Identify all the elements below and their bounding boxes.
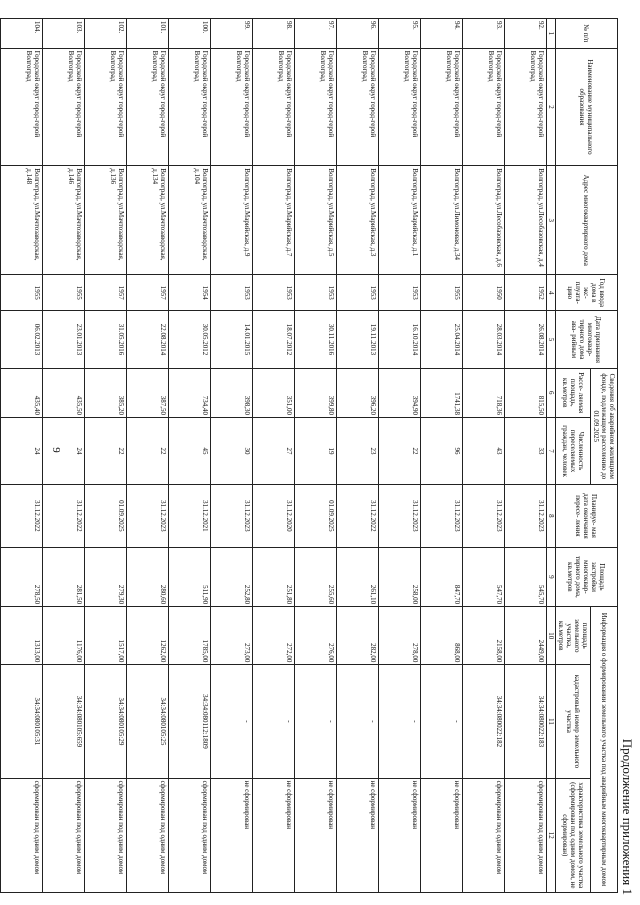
table-row — [378, 19, 420, 893]
col-index: 7 — [546, 418, 555, 485]
row-year: 1953 — [252, 275, 294, 311]
row-municipality: Городской округ город-герой Волгоград — [378, 48, 420, 166]
row-municipality: Городской округ город-герой Волгоград — [126, 48, 168, 166]
row-people: 43 — [462, 418, 504, 485]
row-building-area: 545,70 — [504, 547, 546, 606]
row-municipality: Городской округ город-герой Волгоград — [42, 48, 84, 166]
row-people: 96 — [420, 418, 462, 485]
row-date-recognition: 22.08.2014 — [126, 311, 168, 368]
row-number: 101. — [126, 19, 168, 49]
row-characteristic: сформирован под одним домом — [84, 778, 126, 892]
row-address: Волгоград, ул.Мачтозаводская, д.136 — [84, 166, 126, 275]
col-index: 2 — [546, 48, 555, 166]
row-planned-date: 31.12.2023 — [462, 485, 504, 548]
row-planned-date: 31.12.2022 — [336, 485, 378, 548]
row-people: 45 — [168, 418, 210, 485]
row-year: 1953 — [378, 275, 420, 311]
row-number: 104. — [0, 19, 42, 49]
row-building-area: 252,80 — [210, 547, 252, 606]
row-area: 718,36 — [462, 368, 504, 417]
row-municipality: Городской округ город-герой Волгоград — [420, 48, 462, 166]
row-characteristic: не сформирован — [378, 778, 420, 892]
table-row — [126, 19, 168, 893]
row-building-area: 258,00 — [378, 547, 420, 606]
header-land-area: площадь земельного участка, кв.метров — [555, 607, 590, 665]
row-municipality: Городской округ город-герой Волгоград — [294, 48, 336, 166]
row-planned-date: 01.09.2025 — [294, 485, 336, 548]
row-year: 1953 — [210, 275, 252, 311]
row-characteristic: не сформирован — [294, 778, 336, 892]
row-address: Волгоград, ул.Марийская, д.3 — [336, 166, 378, 275]
row-building-area: 279,30 — [84, 547, 126, 606]
row-building-area: 251,80 — [252, 547, 294, 606]
header-characteristic: характеристика земельного участка (сформирован под одним домом, не сформирован) — [555, 778, 590, 892]
row-planned-date: 31.12.2022 — [0, 485, 42, 548]
row-number: 95. — [378, 19, 420, 49]
row-land-area: 1313,00 — [0, 607, 42, 665]
header-planned-date: Планируе- мая дата окончания пересе- ления — [555, 485, 617, 548]
row-address: Волгоград, ул.Марийская, д.5 — [294, 166, 336, 275]
row-planned-date: 31.12.2023 — [378, 485, 420, 548]
row-date-recognition: 28.03.2014 — [462, 311, 504, 368]
row-characteristic: не сформирован — [252, 778, 294, 892]
row-year: 1952 — [504, 275, 546, 311]
col-index: 9 — [546, 547, 555, 606]
row-cadastral: 34:34:080022:182 — [462, 665, 504, 778]
row-land-area: 276,00 — [294, 607, 336, 665]
row-people: 22 — [378, 418, 420, 485]
row-land-area: 273,00 — [210, 607, 252, 665]
row-address: Волгоград, ул.Мачтозаводская, д.104 — [168, 166, 210, 275]
row-planned-date: 31.12.2023 — [504, 485, 546, 548]
row-cadastral: 34:34:080105:659 — [42, 665, 84, 778]
col-index: 6 — [546, 368, 555, 417]
row-date-recognition: 06.02.2013 — [0, 311, 42, 368]
row-number: 99. — [210, 19, 252, 49]
table-row — [294, 19, 336, 893]
col-index: 1 — [546, 19, 555, 49]
row-municipality: Городской округ город-герой Волгоград — [504, 48, 546, 166]
row-planned-date: 31.12.2020 — [252, 485, 294, 548]
table-row — [168, 19, 210, 893]
row-cadastral: - — [252, 665, 294, 778]
row-cadastral: - — [420, 665, 462, 778]
col-index: 3 — [546, 166, 555, 275]
row-address: Волгоград, ул.Лесобазовская, д.6 — [462, 166, 504, 275]
row-area: 351,00 — [252, 368, 294, 417]
row-date-recognition: 31.05.2016 — [84, 311, 126, 368]
row-number: 100. — [168, 19, 210, 49]
row-building-area: 281,50 — [42, 547, 84, 606]
page-caption: Продолжение приложения 1 — [620, 738, 635, 895]
row-address: Волгоград, ул.Мачтозаводская, д.148 — [0, 166, 42, 275]
row-address: Волгоград, ул.Мачтозаводская, д.146 — [42, 166, 84, 275]
row-land-area: 278,00 — [378, 607, 420, 665]
table-row — [252, 19, 294, 893]
row-year: 1950 — [462, 275, 504, 311]
row-people: 23 — [336, 418, 378, 485]
row-land-area: 272,00 — [252, 607, 294, 665]
row-date-recognition: 19.11.2013 — [336, 311, 378, 368]
row-area: 398,30 — [210, 368, 252, 417]
row-number: 93. — [462, 19, 504, 49]
row-municipality: Городской округ город-герой Волгоград — [168, 48, 210, 166]
row-people: 24 — [0, 418, 42, 485]
row-land-area: 868,00 — [420, 607, 462, 665]
row-year: 1955 — [42, 275, 84, 311]
col-index: 10 — [546, 607, 555, 665]
row-date-recognition: 16.10.2014 — [378, 311, 420, 368]
row-land-area: 1176,00 — [42, 607, 84, 665]
row-area: 385,20 — [84, 368, 126, 417]
row-cadastral: - — [210, 665, 252, 778]
header-emergency-group: Сведения об аварийном жилищном фонде, подлежащем расселению до 01.09.2025 — [590, 368, 617, 485]
row-land-area: 2449,00 — [504, 607, 546, 665]
row-cadastral: - — [294, 665, 336, 778]
row-building-area: 255,60 — [294, 547, 336, 606]
row-address: Волгоград, ул.Лимоновая, д.34 — [420, 166, 462, 275]
row-land-area: 1262,00 — [126, 607, 168, 665]
row-cadastral: 34:34:080105:25 — [126, 665, 168, 778]
row-building-area: 280,60 — [126, 547, 168, 606]
row-people: 24 — [42, 418, 84, 485]
row-area: 399,80 — [294, 368, 336, 417]
row-land-area: 2158,00 — [462, 607, 504, 665]
row-number: 98. — [252, 19, 294, 49]
table-row — [0, 19, 42, 893]
col-index: 11 — [546, 665, 555, 778]
row-address: Волгоград, ул.Марийская, д.9 — [210, 166, 252, 275]
row-municipality: Городской округ город-герой Волгоград — [84, 48, 126, 166]
row-cadastral: - — [378, 665, 420, 778]
row-date-recognition: 14.01.2015 — [210, 311, 252, 368]
row-area: 435,50 — [42, 368, 84, 417]
table-row — [42, 19, 84, 893]
row-date-recognition: 23.01.2013 — [42, 311, 84, 368]
table-row — [420, 19, 462, 893]
row-area: 396,20 — [336, 368, 378, 417]
table-row — [336, 19, 378, 893]
row-number: 102. — [84, 19, 126, 49]
header-num: № п/п — [555, 19, 617, 49]
page-number: 9 — [50, 447, 62, 453]
table-row — [210, 19, 252, 893]
col-index: 8 — [546, 485, 555, 548]
header-municipality: Наименование муниципального образования — [555, 48, 617, 166]
row-municipality: Городской округ город-герой Волгоград — [252, 48, 294, 166]
row-characteristic: сформирован под одним домом — [462, 778, 504, 892]
row-date-recognition: 30.05.2012 — [168, 311, 210, 368]
row-people: 22 — [126, 418, 168, 485]
row-characteristic: не сформирован — [420, 778, 462, 892]
header-year: Год ввода дома в экс- плуата- цию — [555, 275, 617, 311]
row-address: Волгоград, ул.Мачтозаводская, д.134 — [126, 166, 168, 275]
row-building-area: 547,70 — [462, 547, 504, 606]
housing-table — [0, 18, 618, 893]
row-year: 1954 — [168, 275, 210, 311]
row-planned-date: 31.12.2023 — [210, 485, 252, 548]
row-municipality: Городской округ город-герой Волгоград — [462, 48, 504, 166]
col-index: 4 — [546, 275, 555, 311]
row-cadastral: 34:34:080022:183 — [504, 665, 546, 778]
header-cadastral: кадастровый номер земельного участка — [555, 665, 590, 778]
row-address: Волгоград, ул.Марийская, д.7 — [252, 166, 294, 275]
row-area: 435,40 — [0, 368, 42, 417]
row-cadastral: 34:34:080105:29 — [84, 665, 126, 778]
row-characteristic: не сформирован — [210, 778, 252, 892]
row-municipality: Городской округ город-герой Волгоград — [0, 48, 42, 166]
row-land-area: 1517,00 — [84, 607, 126, 665]
row-land-area: 1785,00 — [168, 607, 210, 665]
row-building-area: 261,10 — [336, 547, 378, 606]
header-address: Адрес многоквартирного дома — [555, 166, 617, 275]
row-characteristic: сформирован под одним домом — [126, 778, 168, 892]
row-building-area: 511,90 — [168, 547, 210, 606]
table-row — [504, 19, 546, 893]
header-building-area: Площадь застройки многоквар- тирного дома, кв.метров — [555, 547, 617, 606]
row-number: 92. — [504, 19, 546, 49]
row-municipality: Городской округ город-герой Волгоград — [336, 48, 378, 166]
row-number: 97. — [294, 19, 336, 49]
row-characteristic: сформирован под одним домом — [42, 778, 84, 892]
row-area: 387,50 — [126, 368, 168, 417]
row-area: 734,40 — [168, 368, 210, 417]
row-characteristic: сформирован под одним домом — [504, 778, 546, 892]
header-area: Рассе- ляемая площадь, кв.метров — [555, 368, 590, 417]
row-year: 1957 — [126, 275, 168, 311]
row-cadastral: - — [336, 665, 378, 778]
row-planned-date: 31.12.2023 — [126, 485, 168, 548]
row-area: 815,50 — [504, 368, 546, 417]
row-area: 1741,38 — [420, 368, 462, 417]
row-characteristic: сформирован под одним домом — [168, 778, 210, 892]
row-address: Волгоград, ул.Лесобазовская, д.4 — [504, 166, 546, 275]
row-number: 96. — [336, 19, 378, 49]
row-address: Волгоград, ул.Марийская, д.1 — [378, 166, 420, 275]
table-row — [84, 19, 126, 893]
row-people: 22 — [84, 418, 126, 485]
row-year: 1953 — [336, 275, 378, 311]
row-date-recognition: 18.07.2012 — [252, 311, 294, 368]
row-characteristic: не сформирован — [336, 778, 378, 892]
row-date-recognition: 26.08.2014 — [504, 311, 546, 368]
row-land-area: 282,00 — [336, 607, 378, 665]
row-year: 1957 — [84, 275, 126, 311]
col-index: 12 — [546, 778, 555, 892]
table-body — [0, 19, 546, 893]
row-number: 103. — [42, 19, 84, 49]
header-date-recognition: Дата признания многоквар- тирного дома ава- рийным — [555, 311, 617, 368]
row-date-recognition: 25.04.2014 — [420, 311, 462, 368]
col-index: 5 — [546, 311, 555, 368]
row-year: 1955 — [420, 275, 462, 311]
row-year: 1953 — [294, 275, 336, 311]
row-planned-date: 31.12.2022 — [42, 485, 84, 548]
row-people: 27 — [252, 418, 294, 485]
row-cadastral: 34:34:080105:31 — [0, 665, 42, 778]
row-building-area: 847,70 — [420, 547, 462, 606]
row-people: 33 — [504, 418, 546, 485]
row-number: 94. — [420, 19, 462, 49]
row-area: 394,90 — [378, 368, 420, 417]
row-date-recognition: 30.11.2016 — [294, 311, 336, 368]
row-planned-date: 31.12.2023 — [420, 485, 462, 548]
row-year: 1955 — [0, 275, 42, 311]
row-building-area: 278,50 — [0, 547, 42, 606]
row-municipality: Городской округ город-герой Волгоград — [210, 48, 252, 166]
row-planned-date: 01.09.2025 — [84, 485, 126, 548]
header-people: Численность переселяемых граждан, человек — [555, 418, 590, 485]
header-land-group: Информация о формировании земельного участка под аварийным многоквартирным домом — [590, 607, 617, 893]
table-row — [462, 19, 504, 893]
row-people: 19 — [294, 418, 336, 485]
row-people: 30 — [210, 418, 252, 485]
row-cadastral: 34:34:080112:1809 — [168, 665, 210, 778]
row-planned-date: 31.12.2021 — [168, 485, 210, 548]
row-characteristic: сформирован под одним домом — [0, 778, 42, 892]
